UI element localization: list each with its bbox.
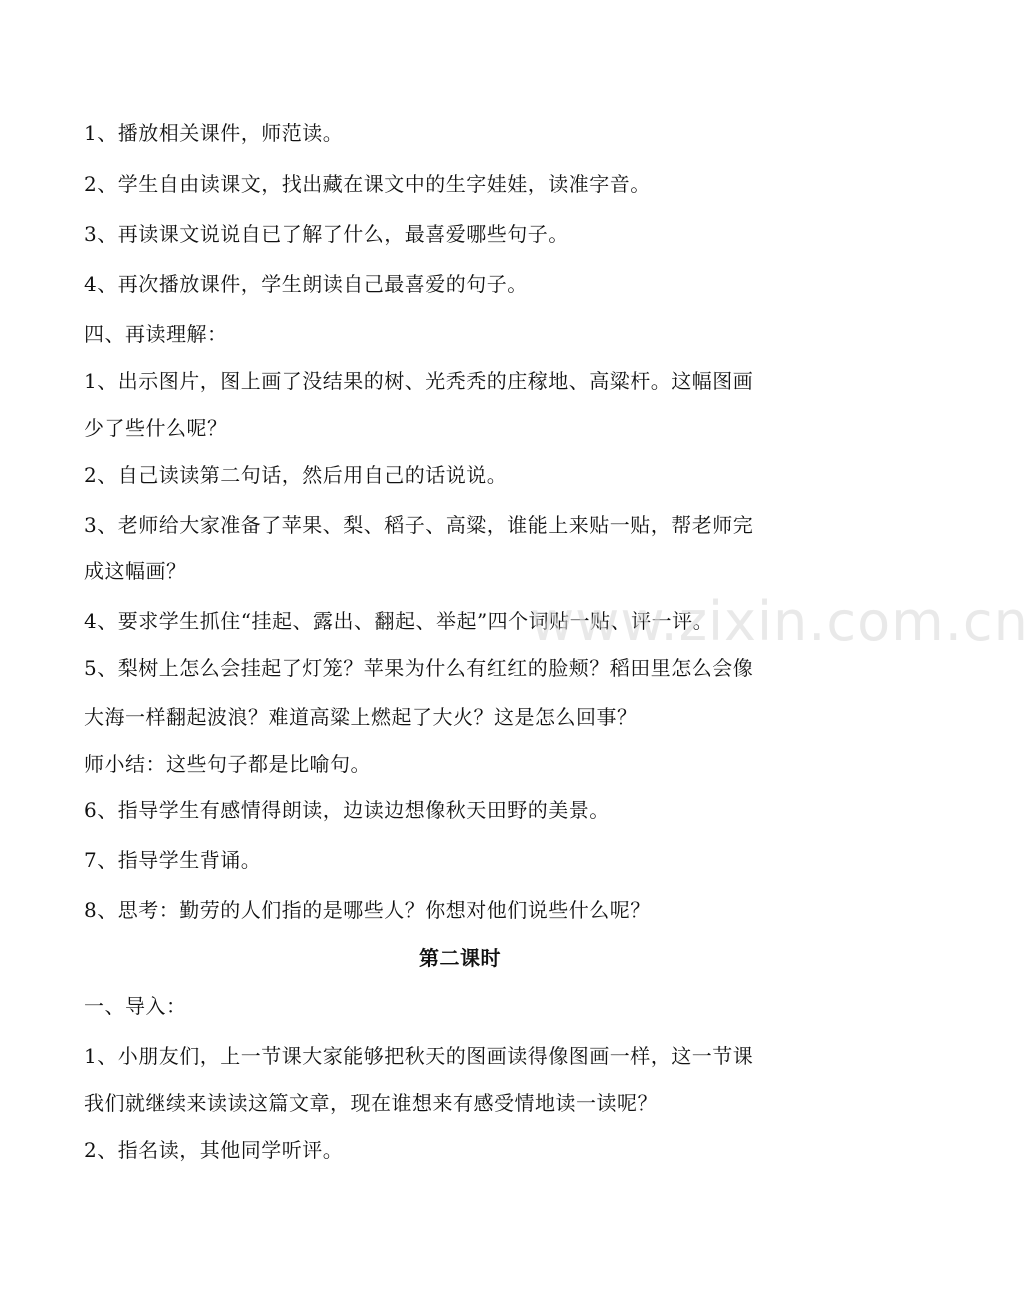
step-grasp-words: 4、要求学生抓住“挂起、露出、翻起、举起”四个词贴一贴、评一评。	[84, 609, 714, 633]
step-show-picture: 1、出示图片，图上画了没结果的树、光秃秃的庄稼地、高粱杆。这幅图画	[84, 369, 754, 393]
section-heading-reread: 四、再读理解：	[84, 322, 228, 346]
step-reread-text: 3、再读课文说说自已了解了什么，最喜爱哪些句子。	[84, 222, 569, 246]
step-free-reading: 2、学生自由读课文，找出藏在课文中的生字娃娃，读准字音。	[84, 172, 651, 196]
step-intro-children-cont: 我们就继续来读读这篇文章，现在谁想来有感受情地读一读呢？	[84, 1091, 658, 1115]
step-think: 8、思考：勤劳的人们指的是哪些人？你想对他们说些什么呢？	[84, 898, 651, 922]
section-heading-intro: 一、导入：	[84, 994, 187, 1018]
teacher-summary: 师小结：这些句子都是比喻句。	[84, 752, 371, 776]
step-questions: 5、梨树上怎么会挂起了灯笼？苹果为什么有红红的脸颊？稻田里怎么会像	[84, 656, 754, 680]
step-questions-cont: 大海一样翻起波浪？难道高粱上燃起了大火？这是怎么回事？	[84, 705, 638, 729]
step-replay-courseware: 4、再次播放课件，学生朗读自己最喜爱的句子。	[84, 272, 528, 296]
step-emotional-reading: 6、指导学生有感情得朗读，边读边想像秋天田野的美景。	[84, 798, 610, 822]
step-read-second-sentence: 2、自己读读第二句话，然后用自己的话说说。	[84, 463, 508, 487]
step-named-reading: 2、指名读，其他同学听评。	[84, 1138, 344, 1162]
step-play-courseware: 1、播放相关课件，师范读。	[84, 121, 344, 145]
step-recite: 7、指导学生背诵。	[84, 848, 262, 872]
step-teacher-prepared-cont: 成这幅画？	[84, 559, 187, 583]
lesson-title: 第二课时	[419, 946, 501, 970]
step-teacher-prepared: 3、老师给大家准备了苹果、梨、稻子、高粱，谁能上来贴一贴，帮老师完	[84, 513, 754, 537]
watermark: www.zixin.com.cn	[530, 590, 1029, 653]
step-intro-children: 1、小朋友们，上一节课大家能够把秋天的图画读得像图画一样，这一节课	[84, 1044, 754, 1068]
step-show-picture-cont: 少了些什么呢？	[84, 416, 228, 440]
